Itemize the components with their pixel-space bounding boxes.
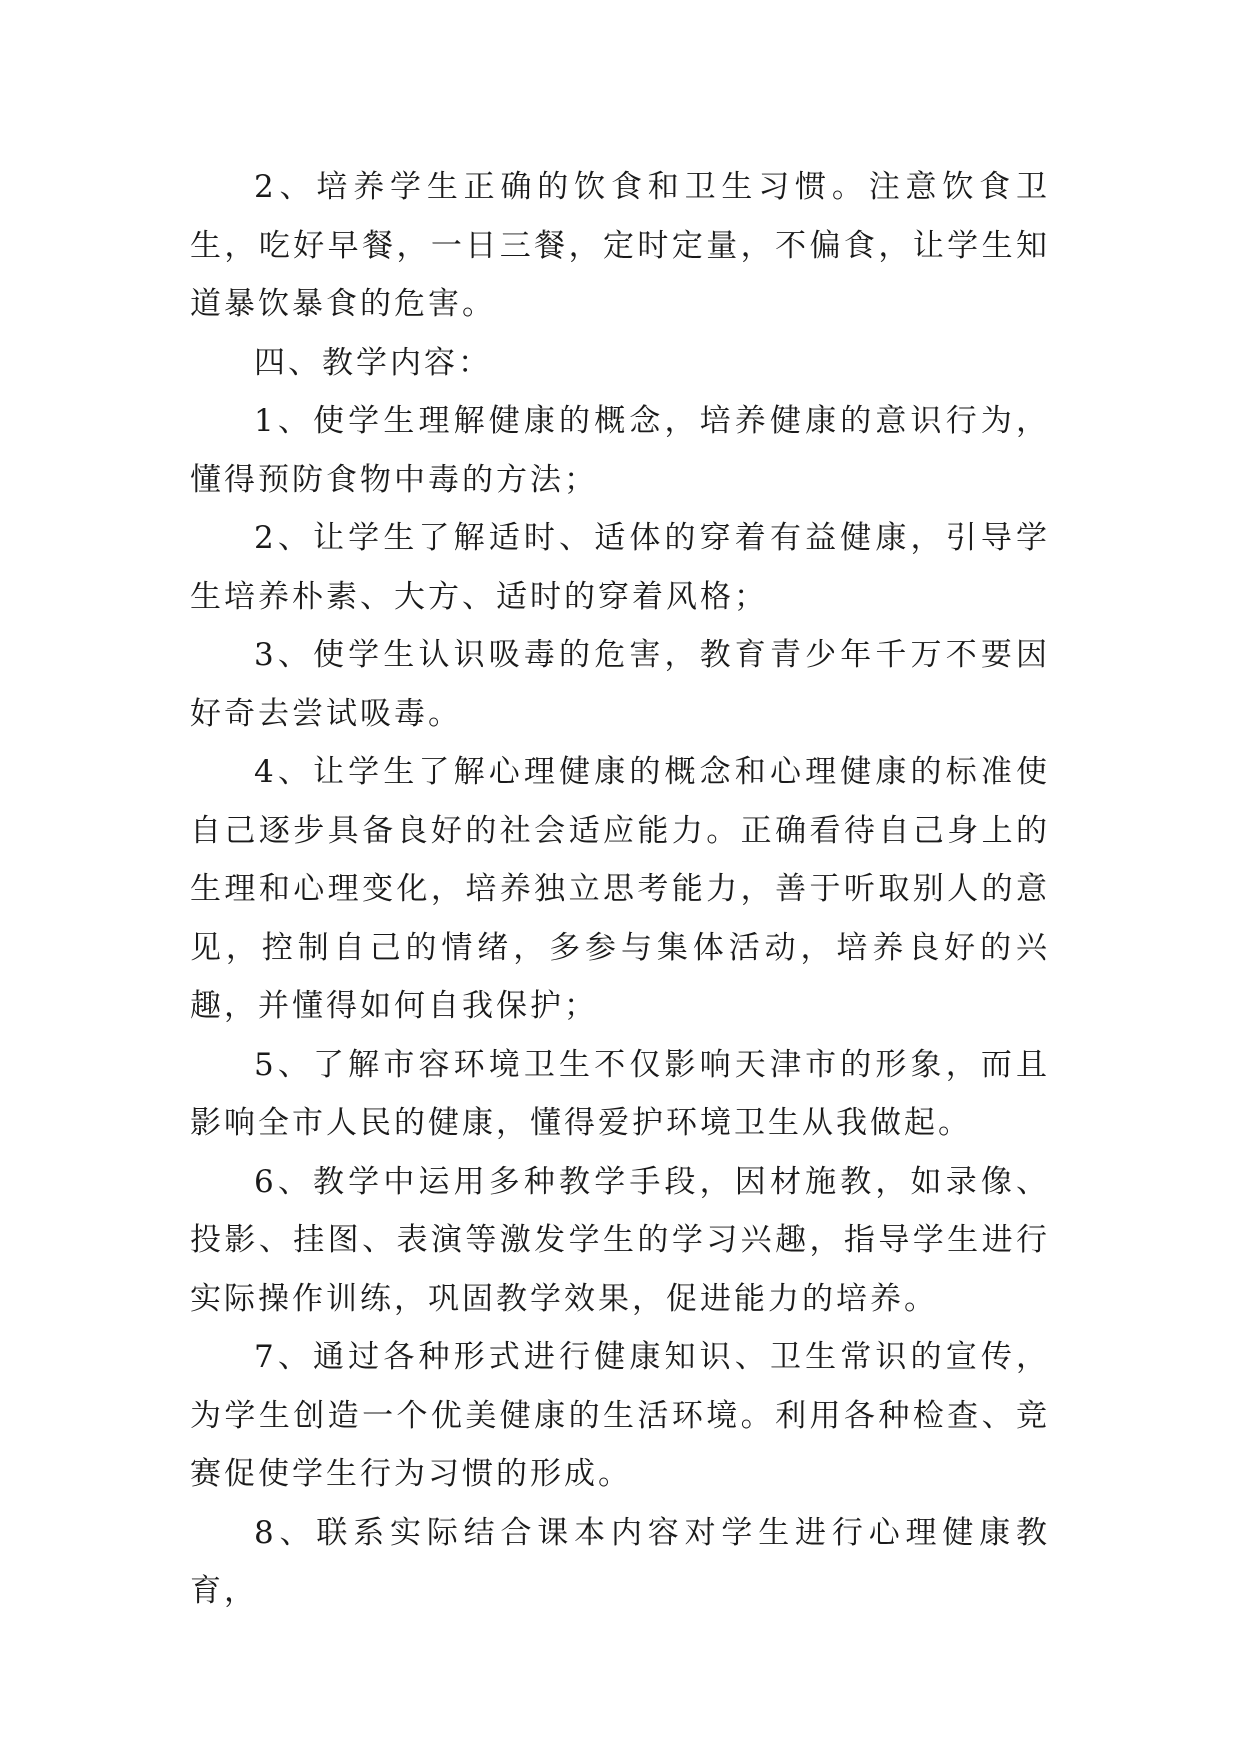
paragraph-item-3: 3、使学生认识吸毒的危害，教育青少年千万不要因好奇去尝试吸毒。 (190, 637, 1050, 732)
paragraph-item-1: 1、使学生理解健康的概念，培养健康的意识行为，懂得预防食物中毒的方法； (190, 403, 1050, 498)
paragraph-item-4: 4、让学生了解心理健康的概念和心理健康的标准使自己逐步具备良好的社会适应能力。正确看待自己身上的生理和心理变化，培养独立思考能力，善于听取别人的意见，控制自己的情绪，多参与集体活动，培养良好的兴趣，并懂得如何自我保护； (190, 754, 1050, 1024)
paragraph-item-7: 7、通过各种形式进行健康知识、卫生常识的宣传，为学生创造一个优美健康的生活环境。利用各种检查、竞赛促使学生行为习惯的形成。 (190, 1339, 1050, 1492)
paragraph-item-8: 8、联系实际结合课本内容对学生进行心理健康教育， (190, 1514, 1050, 1609)
paragraph-diet-hygiene-habits: 2、培养学生正确的饮食和卫生习惯。注意饮食卫生，吃好早餐，一日三餐，定时定量，不偏食，让学生知道暴饮暴食的危害。 (190, 169, 1050, 322)
paragraph-item-6: 6、教学中运用多种教学手段，因材施教，如录像、投影、挂图、表演等激发学生的学习兴趣，指导学生进行实际操作训练，巩固教学效果，促进能力的培养。 (190, 1163, 1050, 1317)
paragraph-item-2: 2、让学生了解适时、适体的穿着有益健康，引导学生培养朴素、大方、适时的穿着风格； (190, 520, 1050, 615)
section-heading-teaching-content: 四、教学内容： (254, 344, 492, 381)
document-body (190, 158, 1050, 1621)
paragraph-item-5: 5、了解市容环境卫生不仅影响天津市的形象，而且影响全市人民的健康，懂得爱护环境卫生从我做起。 (190, 1046, 1050, 1141)
